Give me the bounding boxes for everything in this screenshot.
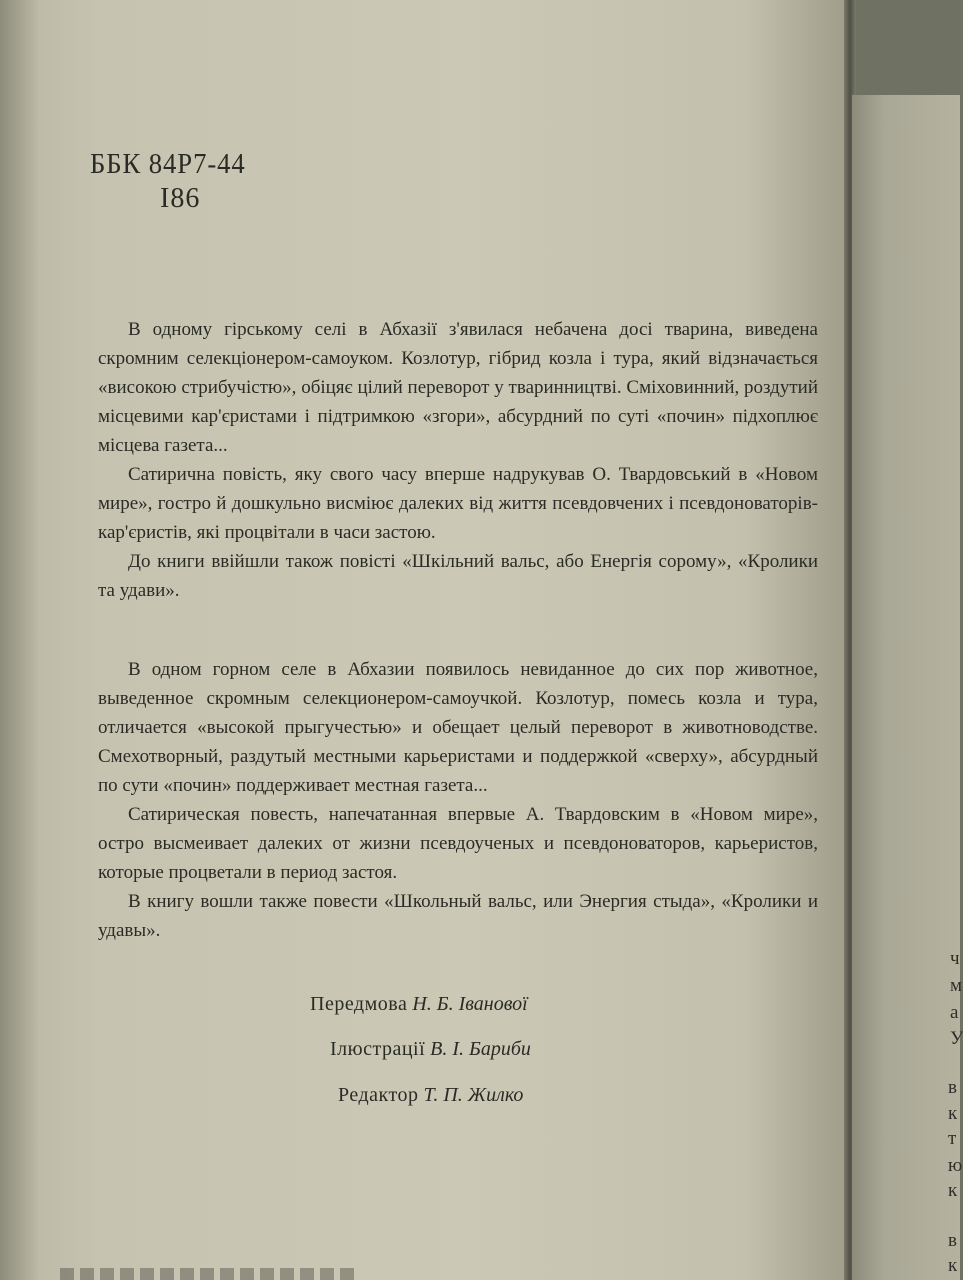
bbk-code: ББК 84Р7-44: [90, 148, 246, 180]
next-page-fragment: ю: [948, 1155, 963, 1176]
credit-name: Т. П. Жилко: [423, 1084, 524, 1106]
next-page-fragment: м: [950, 975, 963, 996]
annotation-paragraph: В одному гірському селі в Абхазії з'явилася небачена досі тварина, виведена скромним селекціонером-самоуком. Козлотур, гібрид козла і тура, який відзначається «високою стрибучістю», обіцяє цілий переворот у тваринництві. Сміховинний, роздутий місцевими кар'єристами і підтримкою «згори», абсурдний по суті «почин» підхоплює місцева газета...: [98, 319, 818, 456]
annotation-paragraph: Сатирична повість, яку свого часу вперше надрукував О. Твардовський в «Новом мире», гостро й дошкульно висміює далеких від життя псевдовчених і псевдоноваторів-кар'єристів, які процвітали в часи застою.: [98, 464, 818, 543]
bbk-index: І86: [160, 183, 201, 214]
cut-off-text-line: [60, 1268, 360, 1280]
next-page-fragment: т: [948, 1128, 957, 1149]
next-page-fragment: а: [950, 1002, 959, 1023]
annotation-russian: [98, 655, 818, 945]
annotation-paragraph: До книги ввійшли також повісті «Шкільний вальс, або Енергія сорому», «Кролики та удави».: [98, 551, 818, 601]
next-page-fragment: к: [948, 1103, 958, 1124]
next-page-fragment: к: [948, 1255, 958, 1276]
credit-name: Н. Б. Іванової: [412, 993, 528, 1015]
next-page-fragment: в: [948, 1230, 957, 1251]
next-page-fragment: в: [948, 1077, 957, 1098]
credit-name: В. І. Бариби: [430, 1038, 531, 1060]
adjacent-page: [852, 95, 963, 1280]
next-page-fragment: к: [948, 1180, 958, 1201]
next-page-fragment: У: [950, 1028, 963, 1049]
annotation-paragraph: В одном горном селе в Абхазии появилось невиданное до сих пор животное, выведенное скромным селекционером-самоучкой. Козлотур, помесь козла и тура, отличается «высокой прыгучестью» и обещает целый переворот в животноводстве. Смехотворный, раздутый местными карьеристами и поддержкой «сверху», абсурдный по сути «почин» поддерживает местная газета...: [98, 659, 818, 796]
annotation-paragraph: Сатирическая повесть, напечатанная впервые А. Твардовским в «Новом мире», остро высмеивает далеких от жизни псевдоученых и псевдоноваторов, карьеристов, которые процветали в период застоя.: [98, 804, 818, 883]
annotation-ukrainian: [98, 315, 818, 605]
credit-role: Редактор: [338, 1084, 419, 1106]
next-page-fragment: ч: [950, 948, 960, 969]
annotation-paragraph: В книгу вошли также повести «Школьный вальс, или Энергия стыда», «Кролики и удавы».: [98, 891, 818, 941]
credit-editor: [338, 1073, 678, 1118]
credit-illustrations: [330, 1027, 670, 1072]
credit-role: Ілюстрації: [330, 1038, 426, 1060]
credit-role: Передмова: [310, 993, 408, 1015]
credit-foreword: [310, 982, 650, 1027]
